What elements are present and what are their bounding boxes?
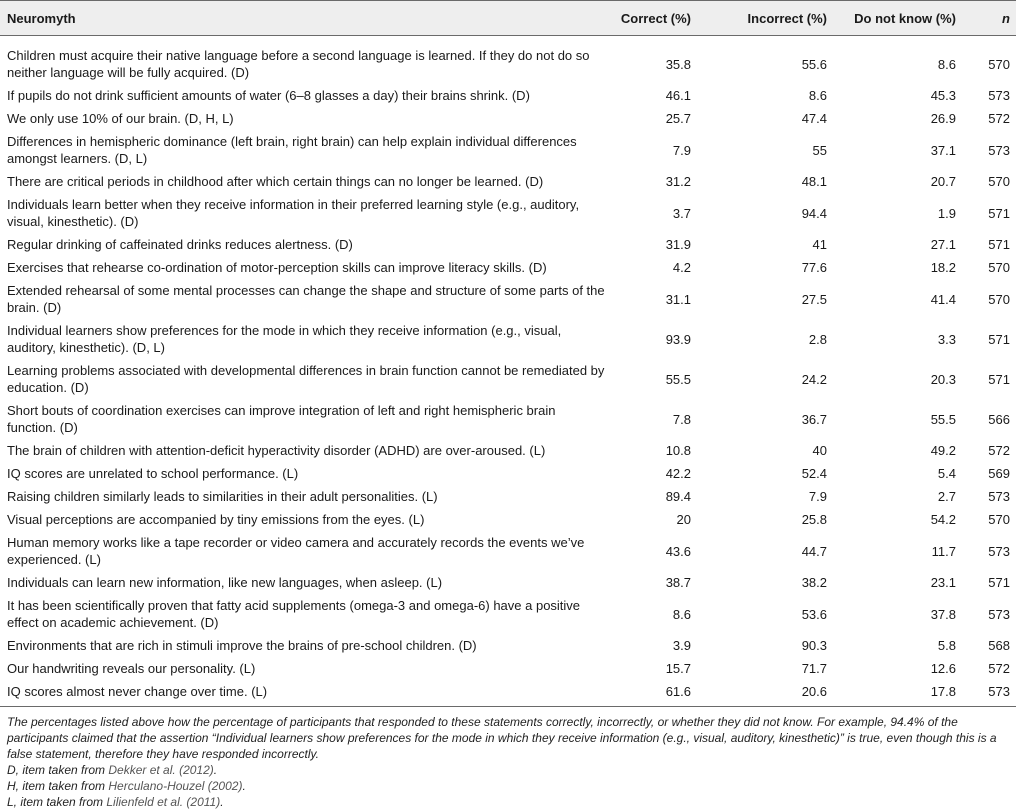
incorrect-cell: 36.7 — [801, 411, 827, 427]
n-cell: 571 — [988, 237, 1010, 252]
correct-cell: 8.6 — [672, 606, 691, 622]
neuromyth-cell: If pupils do not drink sufficient amounts of water (6–8 glasses a day) their brains shrink. (D) — [7, 88, 530, 103]
incorrect-cell: 52.4 — [801, 466, 827, 481]
correct-cell: 61.6 — [665, 684, 691, 699]
correct-cell: 43.6 — [665, 543, 691, 559]
table-row — [0, 279, 1016, 319]
table-footnote — [0, 706, 1016, 810]
n-cell: 573 — [988, 142, 1010, 158]
correct-cell: 25.7 — [665, 111, 691, 126]
table-row — [0, 439, 1016, 462]
neuromyth-cell: Regular drinking of caffeinated drinks reduces alertness. (D) — [7, 237, 353, 252]
ref-link-dekker[interactable]: Dekker et al. (2012) — [108, 763, 214, 777]
incorrect-cell: 8.6 — [808, 88, 827, 103]
n-cell: 573 — [988, 88, 1010, 103]
n-cell: 573 — [988, 684, 1010, 699]
n-cell: 570 — [988, 291, 1010, 307]
table-row — [0, 107, 1016, 130]
n-cell: 573 — [988, 606, 1010, 622]
do-not-know-cell: 20.3 — [930, 371, 956, 387]
footnote-ref-h: H, item taken from Herculano-Houzel (2002). — [7, 779, 246, 793]
table-row — [0, 571, 1016, 594]
incorrect-cell: 2.8 — [808, 331, 827, 347]
correct-cell: 15.7 — [665, 661, 691, 676]
table-row — [0, 462, 1016, 485]
neuromyth-cell: It has been scientifically proven that fatty acid supplements (omega-3 and omega-6) have a positive effect on academic achievement. (D) — [7, 598, 581, 630]
incorrect-cell: 40 — [812, 443, 827, 458]
table-row — [0, 233, 1016, 256]
table-row — [0, 170, 1016, 193]
do-not-know-cell: 17.8 — [930, 684, 956, 699]
n-cell: 568 — [988, 638, 1010, 653]
correct-cell: 46.1 — [665, 88, 691, 103]
n-cell: 571 — [988, 575, 1010, 590]
table-row — [0, 84, 1016, 107]
neuromyth-cell: The brain of children with attention-deficit hyperactivity disorder (ADHD) are over-aroused. (L) — [7, 443, 546, 458]
table-row — [0, 44, 1016, 84]
correct-cell: 31.9 — [665, 237, 691, 252]
neuromyth-cell: Visual perceptions are accompanied by tiny emissions from the eyes. (L) — [7, 512, 425, 527]
do-not-know-cell: 27.1 — [930, 237, 956, 252]
table-row — [0, 399, 1016, 439]
n-cell: 571 — [988, 205, 1010, 221]
n-cell: 569 — [988, 466, 1010, 481]
table-row — [0, 193, 1016, 233]
neuromyth-cell: Environments that are rich in stimuli improve the brains of pre-school children. (D) — [7, 638, 477, 653]
do-not-know-cell: 54.2 — [930, 512, 956, 527]
table-row — [0, 508, 1016, 531]
correct-cell: 7.8 — [672, 411, 691, 427]
incorrect-cell: 90.3 — [801, 638, 827, 653]
table-row — [0, 657, 1016, 680]
incorrect-cell: 20.6 — [801, 684, 827, 699]
ref-link-herculano[interactable]: Herculano-Houzel (2002) — [108, 779, 243, 793]
footnote-ref-l: L, item taken from Lilienfeld et al. (2011). — [7, 795, 224, 809]
incorrect-cell: 77.6 — [801, 260, 827, 275]
n-cell: 572 — [988, 661, 1010, 676]
correct-cell: 42.2 — [665, 466, 691, 481]
header-neuromyth: Neuromyth — [7, 10, 76, 26]
incorrect-cell: 27.5 — [801, 291, 827, 307]
correct-cell: 7.9 — [672, 142, 691, 158]
n-cell: 570 — [988, 174, 1010, 189]
incorrect-cell: 24.2 — [801, 371, 827, 387]
do-not-know-cell: 18.2 — [930, 260, 956, 275]
correct-cell: 89.4 — [665, 489, 691, 504]
do-not-know-cell: 1.9 — [937, 205, 956, 221]
do-not-know-cell: 2.7 — [937, 489, 956, 504]
n-cell: 566 — [988, 411, 1010, 427]
correct-cell: 4.2 — [672, 260, 691, 275]
do-not-know-cell: 11.7 — [931, 543, 956, 559]
correct-cell: 38.7 — [665, 575, 691, 590]
do-not-know-cell: 23.1 — [930, 575, 956, 590]
neuromyth-cell: We only use 10% of our brain. (D, H, L) — [7, 111, 234, 126]
neuromyth-cell: Learning problems associated with developmental differences in brain function cannot be remediated by education. (D) — [7, 363, 605, 395]
header-do-not-know: Do not know (%) — [854, 10, 956, 26]
incorrect-cell: 44.7 — [801, 543, 827, 559]
neuromyth-cell: Our handwriting reveals our personality. (L) — [7, 661, 256, 676]
neuromyth-cell: Short bouts of coordination exercises can improve integration of left and right hemispheric brain function. (D) — [7, 403, 556, 435]
incorrect-cell: 48.1 — [801, 174, 827, 189]
correct-cell: 3.7 — [672, 205, 691, 221]
do-not-know-cell: 8.6 — [937, 56, 956, 72]
header-n: n — [1002, 10, 1010, 26]
do-not-know-cell: 41.4 — [930, 291, 956, 307]
n-cell: 570 — [988, 260, 1010, 275]
neuromyth-cell: Raising children similarly leads to similarities in their adult personalities. (L) — [7, 489, 438, 504]
correct-cell: 3.9 — [672, 638, 691, 653]
incorrect-cell: 55.6 — [801, 56, 827, 72]
table-header — [0, 0, 1016, 36]
neuromyth-cell: Individual learners show preferences for the mode in which they receive information (e.g., visual, auditory, kinesthetic). (D, L) — [7, 323, 562, 355]
n-cell: 572 — [988, 443, 1010, 458]
incorrect-cell: 25.8 — [801, 512, 827, 527]
incorrect-cell: 55 — [812, 142, 827, 158]
correct-cell: 31.2 — [665, 174, 691, 189]
n-cell: 570 — [988, 56, 1010, 72]
n-cell: 572 — [988, 111, 1010, 126]
incorrect-cell: 41 — [812, 237, 827, 252]
do-not-know-cell: 5.8 — [937, 638, 956, 653]
do-not-know-cell: 26.9 — [930, 111, 956, 126]
neuromyth-cell: Exercises that rehearse co-ordination of motor-perception skills can improve literacy skills. (D) — [7, 260, 547, 275]
incorrect-cell: 38.2 — [801, 575, 827, 590]
correct-cell: 20 — [676, 512, 691, 527]
do-not-know-cell: 45.3 — [930, 88, 956, 103]
table-row — [0, 130, 1016, 170]
table-body — [0, 36, 1016, 703]
neuromyth-cell: Human memory works like a tape recorder or video camera and accurately records the events we’ve experienced. (L) — [7, 535, 585, 567]
n-cell: 571 — [988, 331, 1010, 347]
header-incorrect: Incorrect (%) — [747, 10, 827, 26]
table-row — [0, 634, 1016, 657]
incorrect-cell: 71.7 — [801, 661, 827, 676]
correct-cell: 10.8 — [665, 443, 691, 458]
incorrect-cell: 7.9 — [808, 489, 827, 504]
correct-cell: 31.1 — [665, 291, 691, 307]
neuromyth-cell: IQ scores are unrelated to school performance. (L) — [7, 466, 299, 481]
n-cell: 570 — [988, 512, 1010, 527]
table-row — [0, 359, 1016, 399]
neuromyth-cell: Children must acquire their native language before a second language is learned. If they do not do so neither language will be fully acquired. (D) — [7, 48, 590, 80]
n-cell: 573 — [988, 543, 1010, 559]
neuromyth-cell: There are critical periods in childhood after which certain things can no longer be learned. (D) — [7, 174, 544, 189]
neuromyth-cell: Extended rehearsal of some mental processes can change the shape and structure of some parts of the brain. (D) — [7, 283, 605, 315]
do-not-know-cell: 55.5 — [930, 411, 956, 427]
table-row — [0, 594, 1016, 634]
do-not-know-cell: 12.6 — [930, 661, 956, 676]
n-cell: 571 — [988, 371, 1010, 387]
table-row — [0, 256, 1016, 279]
do-not-know-cell: 3.3 — [937, 331, 956, 347]
do-not-know-cell: 37.8 — [930, 606, 956, 622]
neuromyth-cell: Individuals learn better when they receive information in their preferred learning style (e.g., auditory, visual, kinesthetic). (D) — [7, 197, 580, 229]
neuromyth-cell: Individuals can learn new information, like new languages, when asleep. (L) — [7, 575, 443, 590]
ref-link-lilienfeld[interactable]: Lilienfeld et al. (2011) — [106, 795, 221, 809]
incorrect-cell: 53.6 — [801, 606, 827, 622]
table-row — [0, 531, 1016, 571]
table-row — [0, 319, 1016, 359]
neuromyth-cell: IQ scores almost never change over time. (L) — [7, 684, 268, 699]
correct-cell: 93.9 — [665, 331, 691, 347]
correct-cell: 35.8 — [665, 56, 691, 72]
do-not-know-cell: 20.7 — [930, 174, 956, 189]
neuromyth-cell: Differences in hemispheric dominance (left brain, right brain) can help explain individual differences amongst learners. (D, L) — [7, 134, 577, 166]
footnote-ref-d: D, item taken from Dekker et al. (2012). — [7, 763, 218, 777]
incorrect-cell: 47.4 — [801, 111, 827, 126]
do-not-know-cell: 37.1 — [930, 142, 956, 158]
n-cell: 573 — [988, 489, 1010, 504]
footnote-text: The percentages listed above how the percentage of participants that responded to these statements correctly, incorrectly, or whether they did not know. For example, 94.4% of the participants claimed that the assertion “Individual learners show preferences for the mode in which they receive information (e.g., visual, auditory, kinesthetic)” is true, even though this is a false statement, therefore they have responded incorrectly. — [7, 715, 997, 761]
table-row — [0, 485, 1016, 508]
correct-cell: 55.5 — [665, 371, 691, 387]
do-not-know-cell: 49.2 — [930, 443, 956, 458]
do-not-know-cell: 5.4 — [937, 466, 956, 481]
incorrect-cell: 94.4 — [801, 205, 827, 221]
table-row — [0, 680, 1016, 703]
header-correct: Correct (%) — [620, 10, 691, 26]
